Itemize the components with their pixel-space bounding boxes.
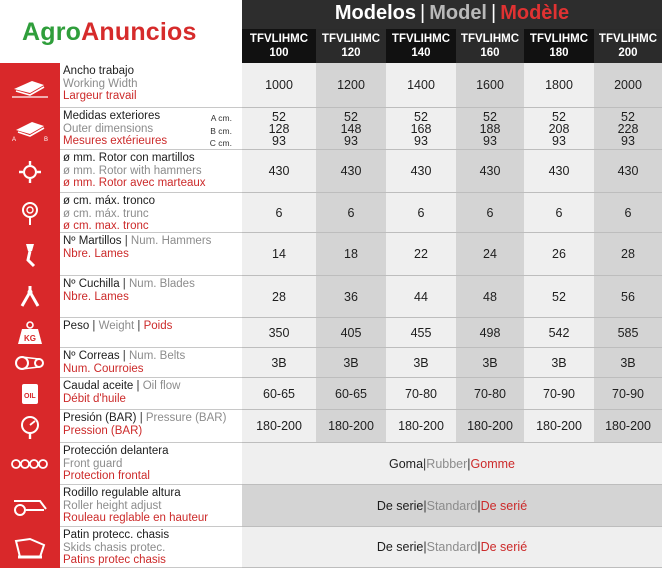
spec-value-line: 52 xyxy=(552,289,566,304)
spec-value xyxy=(386,378,456,410)
spec-value xyxy=(316,410,386,443)
dimension-codes xyxy=(210,112,232,150)
label-en: Outer dimensions xyxy=(63,122,154,135)
spec-row-roller xyxy=(0,485,662,527)
svg-text:KG: KG xyxy=(24,334,36,343)
spec-value xyxy=(594,150,662,193)
spec-value-line: 70-90 xyxy=(612,386,644,401)
spec-value-line: 585 xyxy=(617,325,639,340)
chain-guard-icon xyxy=(0,443,60,485)
spec-value xyxy=(386,348,456,378)
spec-value xyxy=(524,63,594,108)
mulcher-dimensions-icon xyxy=(0,108,60,150)
spec-value-line: 18 xyxy=(344,247,358,261)
dimension-code: C cm. xyxy=(209,138,232,148)
spec-value xyxy=(594,348,662,378)
spec-value-line: 188 xyxy=(479,121,501,136)
label-en: Front guard xyxy=(63,457,123,470)
spec-value xyxy=(316,150,386,193)
spec-value xyxy=(386,63,456,108)
spec-value-line: 180-200 xyxy=(398,419,444,433)
spec-value-line: 3B xyxy=(271,355,287,370)
spec-value xyxy=(594,410,662,443)
separator: | xyxy=(477,540,481,554)
spec-value-line: 430 xyxy=(268,164,290,178)
label-fr: Largeur travail xyxy=(63,90,137,102)
spec-row-guard xyxy=(0,443,662,485)
spec-value-line: 52 xyxy=(483,109,497,124)
spec-value xyxy=(456,318,524,348)
svg-text:OIL: OIL xyxy=(24,393,36,400)
spec-value-line: 26 xyxy=(552,247,566,261)
spec-row-hammers xyxy=(0,233,662,276)
title-separator: | xyxy=(420,2,426,24)
label-fr: ø mm. Rotor avec marteaux xyxy=(63,177,206,189)
spec-label-line xyxy=(63,363,239,376)
label-en: Standard xyxy=(426,540,478,554)
model-column-header: TFVLIHMC 180 xyxy=(524,29,594,63)
spec-value xyxy=(524,378,594,410)
label-es: Peso xyxy=(63,320,90,332)
label-fr: Poids xyxy=(143,320,173,332)
label-fr: Patins protec chasis xyxy=(63,554,166,566)
roller-icon xyxy=(0,485,60,527)
spec-value xyxy=(594,63,662,108)
spec-label-line xyxy=(63,248,239,261)
models-title-es: Modelos xyxy=(334,2,417,24)
spec-value-line: 1600 xyxy=(476,78,504,92)
label-es: Presión (BAR) xyxy=(63,412,137,424)
separator: | xyxy=(119,278,129,290)
spec-value xyxy=(456,193,524,233)
label-fr: Pression (BAR) xyxy=(63,424,143,437)
models-title xyxy=(242,2,662,25)
spec-row-skids xyxy=(0,527,662,568)
separator: | xyxy=(423,456,427,471)
spec-label-line xyxy=(63,195,239,208)
spec-value xyxy=(316,193,386,233)
spec-label-line xyxy=(63,412,239,425)
spec-label-line xyxy=(63,152,239,165)
model-column-header: TFVLIHMC 160 xyxy=(456,29,524,63)
spec-value-line: 52 xyxy=(344,109,358,124)
spec-label xyxy=(60,233,242,276)
spec-value-line: 70-80 xyxy=(474,386,506,401)
spec-value-line: 6 xyxy=(486,205,494,220)
spec-value-line: 180-200 xyxy=(328,419,374,433)
label-en: Num. Hammers xyxy=(130,235,212,247)
spec-value xyxy=(594,276,662,318)
spec-label xyxy=(60,527,242,568)
label-es: Nº Cuchilla xyxy=(63,278,120,290)
blades-icon xyxy=(0,276,60,318)
spec-value-line: 1800 xyxy=(545,78,573,92)
spec-label-line xyxy=(63,177,239,190)
spec-label xyxy=(60,193,242,233)
spec-value xyxy=(386,410,456,443)
spec-value xyxy=(386,150,456,193)
spec-value-line: 6 xyxy=(347,205,355,220)
spec-value-line: 3B xyxy=(551,355,567,370)
spec-label-line xyxy=(63,235,239,248)
spec-value-line: 430 xyxy=(617,164,639,178)
spec-value-line: 70-90 xyxy=(543,386,575,401)
spec-value xyxy=(386,276,456,318)
model-column-header: TFVLIHMC 200 xyxy=(594,29,662,63)
spec-label xyxy=(60,378,242,410)
spec-value-line: 430 xyxy=(479,164,501,178)
spec-label-line xyxy=(63,320,239,333)
logo-anuncios: Anuncios xyxy=(81,18,197,46)
spec-value xyxy=(456,108,524,150)
spec-value xyxy=(242,410,316,443)
spec-value-line: 3B xyxy=(620,355,636,370)
spec-row-width xyxy=(0,63,662,108)
spec-value xyxy=(316,378,386,410)
spec-value xyxy=(316,233,386,276)
spec-label-line xyxy=(63,425,239,438)
logo-agro: Agro xyxy=(22,18,82,46)
spec-label-line xyxy=(63,554,239,567)
rotor-hammers-icon xyxy=(0,150,60,193)
label-es: Nº Martillos xyxy=(63,235,122,247)
spec-value-line: 180-200 xyxy=(256,419,302,433)
spec-value-line: 93 xyxy=(621,133,635,148)
spec-value xyxy=(594,193,662,233)
hammer-icon xyxy=(0,233,60,276)
spec-value xyxy=(524,233,594,276)
spec-value-line: 60-65 xyxy=(263,386,295,401)
spec-value-line: 93 xyxy=(414,133,428,148)
label-fr: ø cm. max. tronc xyxy=(63,220,149,232)
trunk-diameter-icon xyxy=(0,193,60,233)
spec-row-trunk xyxy=(0,193,662,233)
spec-value-line: 28 xyxy=(272,289,286,304)
label-en: Num. Blades xyxy=(129,278,195,290)
separator: | xyxy=(121,235,131,247)
label-es: Caudal aceite xyxy=(63,380,134,392)
spec-value-line: 70-80 xyxy=(405,386,437,401)
spec-label xyxy=(60,150,242,193)
spec-value-line: 60-65 xyxy=(335,386,367,401)
label-es: De serie xyxy=(376,498,424,513)
spec-label-line xyxy=(63,529,239,542)
label-es: Nº Correas xyxy=(63,350,120,362)
label-fr: Protection frontal xyxy=(63,470,150,482)
spec-value xyxy=(524,150,594,193)
spec-value-line: 52 xyxy=(272,109,286,124)
spec-value-line: 44 xyxy=(414,289,428,304)
separator: | xyxy=(89,320,99,332)
spec-value-line: 36 xyxy=(344,289,358,304)
spec-value xyxy=(456,378,524,410)
spec-label-line xyxy=(63,350,239,363)
label-fr: Nbre. Lames xyxy=(63,247,129,260)
separator: | xyxy=(119,350,129,362)
spec-row-weight xyxy=(0,318,662,348)
spec-value xyxy=(524,348,594,378)
separator: | xyxy=(133,380,143,392)
separator: | xyxy=(136,412,146,424)
label-en: Pressure (BAR) xyxy=(145,412,227,424)
spec-label-line xyxy=(63,220,239,233)
spec-label xyxy=(60,410,242,443)
spec-value xyxy=(386,233,456,276)
spec-value xyxy=(456,410,524,443)
spec-label-line xyxy=(63,380,239,393)
spec-value xyxy=(316,318,386,348)
spec-value xyxy=(524,108,594,150)
label-es: Rodillo regulable altura xyxy=(63,487,181,499)
spec-value-line: 148 xyxy=(340,121,362,136)
spec-value-line: 6 xyxy=(275,205,283,220)
spec-value-line: 498 xyxy=(479,325,501,340)
model-column-header: TFVLIHMC 140 xyxy=(386,29,456,63)
spec-label xyxy=(60,485,242,527)
separator: | xyxy=(423,540,427,554)
spec-row-pressure xyxy=(0,410,662,443)
spec-value xyxy=(524,410,594,443)
spec-value xyxy=(242,318,316,348)
spec-value xyxy=(456,276,524,318)
spec-value xyxy=(524,193,594,233)
label-en: Skids chasis protec. xyxy=(63,541,166,554)
spec-value-line: 180-200 xyxy=(536,419,582,433)
label-fr: Débit d'huile xyxy=(63,392,126,405)
spec-value-line: 22 xyxy=(414,247,428,261)
spec-label-line xyxy=(63,278,239,291)
spec-value-line: 2000 xyxy=(614,78,642,92)
spec-label xyxy=(60,348,242,378)
spec-label-line xyxy=(63,165,239,178)
spec-value-line: 6 xyxy=(417,205,425,220)
spec-value-line: 52 xyxy=(414,109,428,124)
label-fr: Num. Courroies xyxy=(63,362,144,375)
spec-row-rotor xyxy=(0,150,662,193)
spec-value-line: 350 xyxy=(268,325,290,340)
spec-value-line: 1000 xyxy=(265,78,293,92)
weight-kg-icon xyxy=(0,318,60,348)
spec-value xyxy=(242,348,316,378)
spec-value-line: 3B xyxy=(343,355,359,370)
spec-value xyxy=(456,233,524,276)
spec-value-span xyxy=(242,485,662,527)
spec-value-line: 52 xyxy=(621,109,635,124)
spec-value-line: 3B xyxy=(413,355,429,370)
spec-label-line xyxy=(63,78,239,91)
spec-label-line xyxy=(63,487,239,500)
spec-value xyxy=(594,233,662,276)
label-en: Roller height adjust xyxy=(63,499,162,512)
separator: | xyxy=(467,456,471,471)
label-es: De serie xyxy=(376,540,424,554)
spec-value-line: 6 xyxy=(624,205,632,220)
label-en: Weight xyxy=(98,320,135,332)
label-fr: De serié xyxy=(480,498,528,513)
spec-value-line: 14 xyxy=(272,247,286,261)
spec-value xyxy=(242,150,316,193)
spec-value-line: 28 xyxy=(621,247,635,261)
spec-value-line: 168 xyxy=(410,121,432,136)
spec-value xyxy=(456,63,524,108)
spec-value-line: 228 xyxy=(617,121,639,136)
spec-label xyxy=(60,443,242,485)
spec-value-line: 3B xyxy=(482,355,498,370)
spec-value xyxy=(594,318,662,348)
spec-value xyxy=(524,318,594,348)
label-en: Oil flow xyxy=(142,380,181,392)
label-es: ø mm. Rotor con martillos xyxy=(63,152,195,164)
spec-value-line: 455 xyxy=(410,325,432,340)
spec-value xyxy=(456,348,524,378)
label-en: Standard xyxy=(426,498,478,513)
spec-value-span xyxy=(242,443,662,485)
spec-label-line xyxy=(63,500,239,513)
label-en: Working Width xyxy=(63,77,138,90)
spec-value xyxy=(316,63,386,108)
spec-value xyxy=(456,150,524,193)
dimension-code: A cm. xyxy=(210,113,232,123)
spec-value xyxy=(242,276,316,318)
spec-value-line: 430 xyxy=(340,164,362,178)
spec-value-line: 405 xyxy=(340,325,362,340)
label-es: Patin protecc. chasis xyxy=(63,529,170,541)
spec-value-line: 542 xyxy=(548,325,570,340)
dimension-code: B cm. xyxy=(210,125,232,136)
label-es: Medidas exteriores xyxy=(63,110,161,122)
spec-value-line: 1200 xyxy=(337,78,365,92)
spec-value xyxy=(524,276,594,318)
spec-value xyxy=(594,378,662,410)
spec-value xyxy=(386,318,456,348)
label-fr: Mesures extérieures xyxy=(63,135,168,147)
spec-value-line: 48 xyxy=(483,289,497,304)
label-fr: De serié xyxy=(480,540,528,554)
spec-value-line: 56 xyxy=(621,289,635,304)
label-en: ø cm. máx. trunc xyxy=(63,207,149,220)
label-es: ø cm. máx. tronco xyxy=(63,195,156,207)
spec-value xyxy=(242,193,316,233)
label-fr: Gomme xyxy=(470,456,515,471)
spec-row-belts xyxy=(0,348,662,378)
spec-label xyxy=(60,276,242,318)
svg-text:B: B xyxy=(44,137,49,142)
models-title-en: Model xyxy=(429,2,487,24)
spec-value xyxy=(316,276,386,318)
spec-label-line xyxy=(63,458,239,471)
spec-value-line: 430 xyxy=(410,164,432,178)
spec-value-line: 430 xyxy=(548,164,570,178)
spec-value-line: 180-200 xyxy=(605,419,651,433)
spec-value xyxy=(386,108,456,150)
spec-value xyxy=(316,108,386,150)
spec-value-line: 93 xyxy=(552,133,566,148)
spec-value-line: 1400 xyxy=(407,78,435,92)
label-en: Rubber xyxy=(426,456,468,471)
spec-label-line xyxy=(63,208,239,221)
belts-icon xyxy=(0,348,60,378)
spec-value xyxy=(242,63,316,108)
spec-value-line: 24 xyxy=(483,247,497,261)
label-es: Ancho trabajo xyxy=(63,65,134,77)
spec-value-line: 128 xyxy=(268,121,290,136)
label-en: ø mm. Rotor with hammers xyxy=(63,164,202,177)
spec-value-line: 93 xyxy=(272,133,286,148)
label-fr: Nbre. Lames xyxy=(63,290,129,303)
spec-value xyxy=(242,108,316,150)
spec-value xyxy=(386,193,456,233)
agroanuncios-logo xyxy=(22,18,197,47)
separator: | xyxy=(134,320,144,332)
spec-label xyxy=(60,108,242,150)
spec-value-line: 180-200 xyxy=(467,419,513,433)
spec-row-oil xyxy=(0,378,662,410)
label-en: Num. Belts xyxy=(129,350,186,362)
pressure-gauge-icon xyxy=(0,410,60,443)
model-column-header: TFVLIHMC 120 xyxy=(316,29,386,63)
spec-value-line: 6 xyxy=(555,205,563,220)
spec-label-line xyxy=(63,445,239,458)
spec-value-line: 52 xyxy=(552,109,566,124)
separator: | xyxy=(423,498,427,513)
spec-value-line: 93 xyxy=(344,133,358,148)
separator: | xyxy=(477,498,481,513)
spec-value-line: 93 xyxy=(483,133,497,148)
svg-text:A: A xyxy=(12,137,17,142)
oil-drum-icon xyxy=(0,378,60,410)
spec-label-line xyxy=(63,542,239,555)
skids-icon xyxy=(0,527,60,568)
spec-value-span xyxy=(242,527,662,568)
spec-label-line xyxy=(63,90,239,103)
spec-label-line xyxy=(63,291,239,304)
spec-value-line: 208 xyxy=(548,121,570,136)
spec-value xyxy=(594,108,662,150)
spec-value xyxy=(316,348,386,378)
mulcher-width-icon xyxy=(0,63,60,108)
model-column-header: TFVLIHMC 100 xyxy=(242,29,316,63)
label-es: Protección delantera xyxy=(63,445,169,457)
spec-label-line xyxy=(63,470,239,483)
label-fr: Rouleau reglable en hauteur xyxy=(63,512,209,524)
models-title-fr: Modèle xyxy=(500,2,570,24)
title-separator: | xyxy=(491,2,497,24)
spec-value xyxy=(242,233,316,276)
spec-label xyxy=(60,63,242,108)
spec-row-dims xyxy=(0,108,662,150)
spec-row-blades xyxy=(0,276,662,318)
spec-label xyxy=(60,318,242,348)
spec-value xyxy=(242,378,316,410)
spec-label-line xyxy=(63,512,239,525)
spec-label-line xyxy=(63,65,239,78)
spec-label-line xyxy=(63,393,239,406)
label-es: Goma xyxy=(389,456,424,471)
